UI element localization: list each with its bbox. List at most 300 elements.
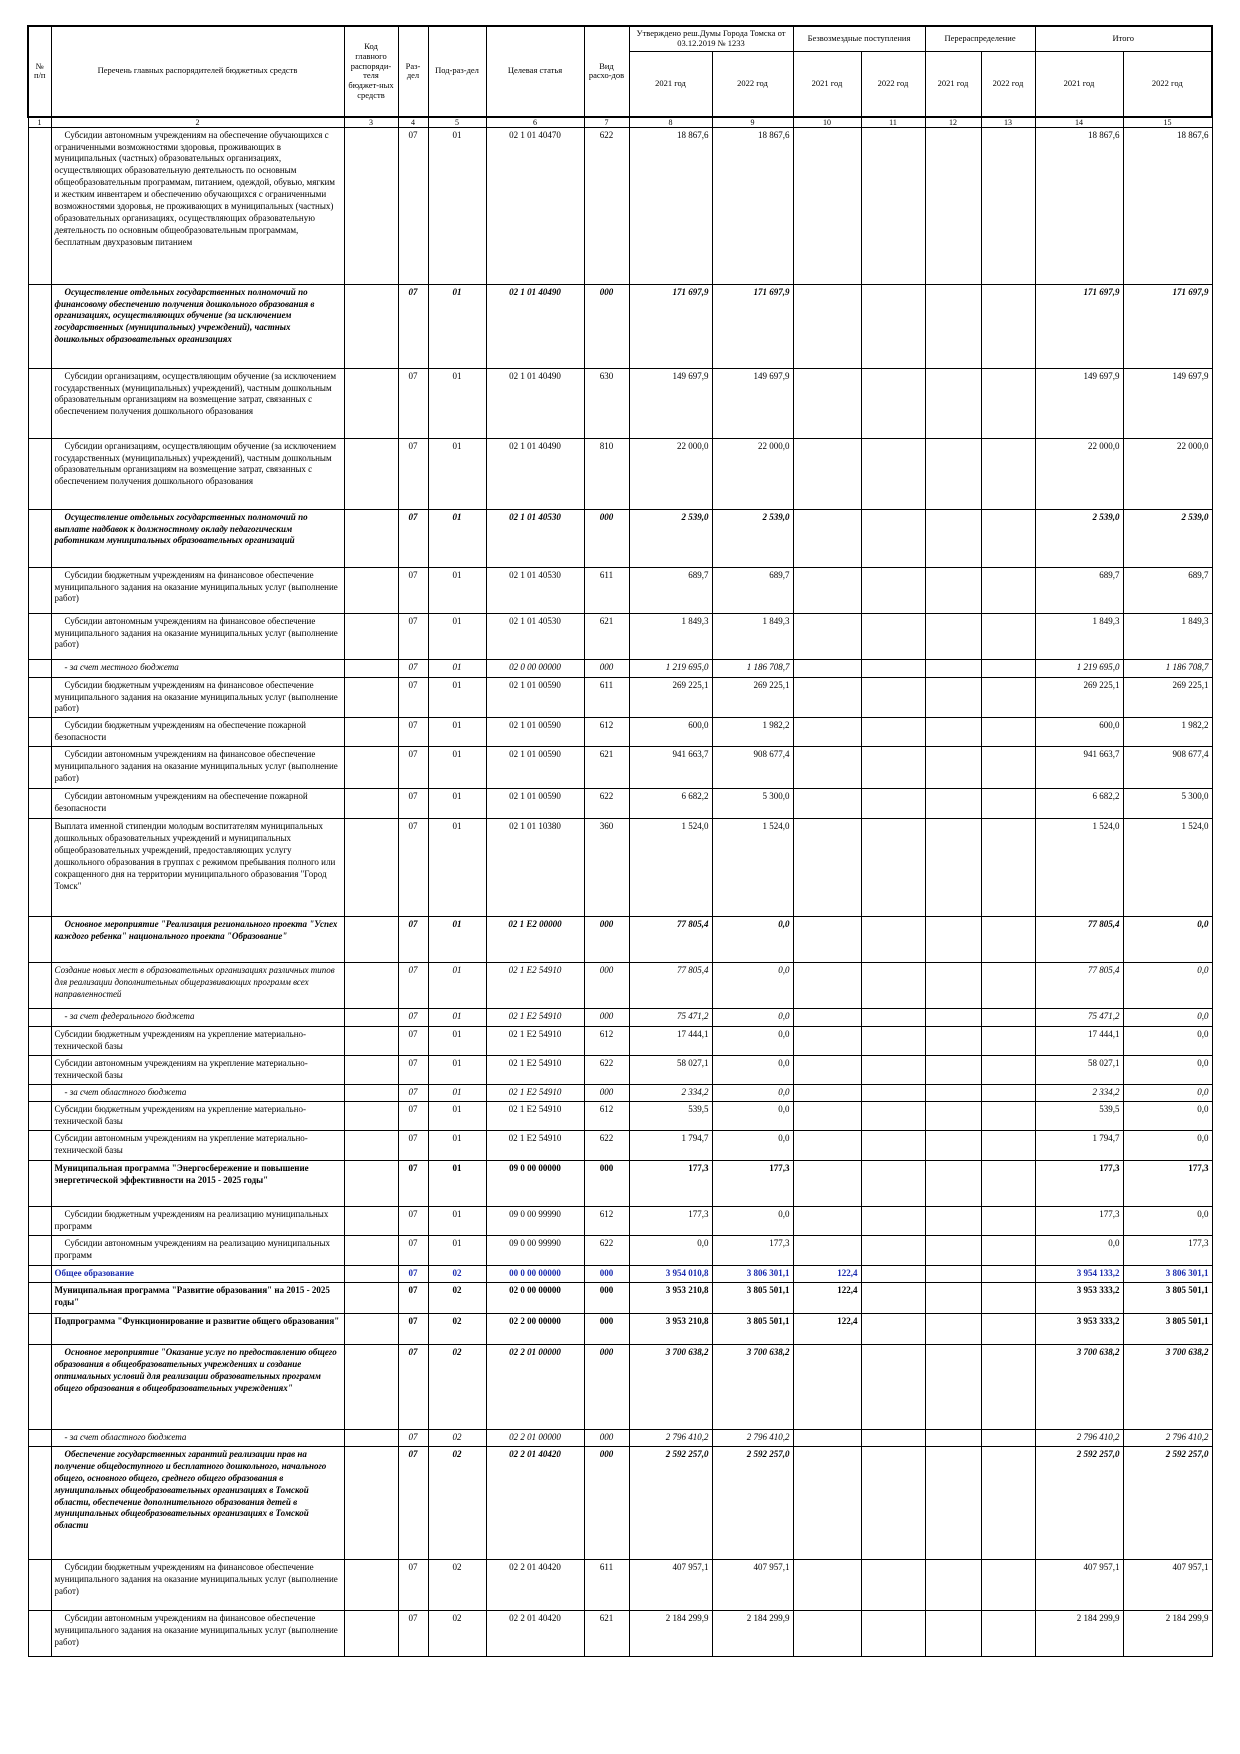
cell-no [28,1283,51,1314]
cell-code [344,1283,398,1314]
cell-t2021: 2 539,0 [1035,509,1123,567]
cell-target: 00 0 00 00000 [486,1266,584,1283]
cell-g2021 [793,1236,861,1266]
cell-code [344,613,398,659]
cell-g2022 [861,819,925,917]
cell-g2022 [861,284,925,368]
cell-t2021: 1 794,7 [1035,1131,1123,1161]
cell-no [28,1161,51,1207]
column-numbers-row [28,117,1212,128]
cell-g2021 [793,1447,861,1560]
cell-g2021 [793,1085,861,1102]
cell-a2022: 1 849,3 [712,613,793,659]
column-number: 4 [398,117,428,128]
cell-target: 02 1 01 00590 [486,789,584,819]
header-name: Перечень главных распорядителей бюджетных средств [51,26,344,117]
cell-r2022 [981,789,1035,819]
cell-t2021: 600,0 [1035,718,1123,747]
table-row [28,659,1212,677]
cell-name: Муниципальная программа "Развитие образования" на 2015 - 2025 годы" [51,1283,344,1314]
cell-no [28,284,51,368]
column-number: 14 [1035,117,1123,128]
cell-a2021: 2 184 299,9 [629,1611,712,1657]
header-year: 2022 год [861,51,925,117]
cell-t2022: 0,0 [1123,1131,1212,1161]
cell-a2022: 2 592 257,0 [712,1447,793,1560]
cell-vid: 611 [584,567,629,613]
cell-g2021 [793,1611,861,1657]
cell-a2022: 0,0 [712,1131,793,1161]
cell-name: Субсидии автономным учреждениям на финансовое обеспечение муниципального задания на оказание муниципальных услуг (выполнение работ) [51,747,344,789]
cell-vid: 000 [584,1085,629,1102]
cell-no [28,509,51,567]
cell-name: Общее образование [51,1266,344,1283]
cell-razdel: 07 [398,1611,428,1657]
cell-t2022: 0,0 [1123,963,1212,1009]
cell-target: 02 1 E2 54910 [486,1085,584,1102]
table-row [28,1131,1212,1161]
cell-t2022: 689,7 [1123,567,1212,613]
header-year: 2021 год [629,51,712,117]
column-number: 1 [28,117,51,128]
cell-code [344,1266,398,1283]
cell-no [28,718,51,747]
cell-target: 02 1 01 40490 [486,284,584,368]
cell-name: Субсидии бюджетным учреждениям на финансовое обеспечение муниципального задания на оказание муниципальных услуг (выполнение работ) [51,567,344,613]
cell-code [344,567,398,613]
cell-vid: 611 [584,1560,629,1611]
cell-podrazdel: 01 [428,659,486,677]
header-expense-type: Вид расхо-дов [584,26,629,117]
cell-no [28,1430,51,1447]
cell-code [344,1236,398,1266]
cell-t2022: 2 184 299,9 [1123,1611,1212,1657]
header-year: 2021 год [793,51,861,117]
column-number: 10 [793,117,861,128]
cell-a2021: 2 592 257,0 [629,1447,712,1560]
cell-t2022: 2 592 257,0 [1123,1447,1212,1560]
cell-r2021 [925,1056,981,1085]
cell-t2022: 18 867,6 [1123,127,1212,284]
cell-r2021 [925,1085,981,1102]
cell-podrazdel: 01 [428,1131,486,1161]
table-row [28,1161,1212,1207]
cell-r2021 [925,368,981,438]
cell-podrazdel: 01 [428,1207,486,1236]
cell-t2021: 171 697,9 [1035,284,1123,368]
cell-t2022: 0,0 [1123,1102,1212,1131]
header-manager-code: Код главного распоряди-теля бюджет-ных средств [344,26,398,117]
cell-g2022 [861,1283,925,1314]
cell-name: - за счет областного бюджета [51,1085,344,1102]
cell-g2021 [793,718,861,747]
cell-podrazdel: 01 [428,1102,486,1131]
cell-vid: 000 [584,1345,629,1430]
cell-target: 02 1 01 40490 [486,368,584,438]
cell-target: 02 1 01 40470 [486,127,584,284]
cell-podrazdel: 02 [428,1447,486,1560]
cell-a2022: 5 300,0 [712,789,793,819]
cell-vid: 000 [584,1430,629,1447]
cell-t2022: 3 806 301,1 [1123,1266,1212,1283]
cell-t2022: 1 186 708,7 [1123,659,1212,677]
cell-a2021: 75 471,2 [629,1009,712,1027]
cell-a2022: 18 867,6 [712,127,793,284]
cell-g2022 [861,1056,925,1085]
cell-target: 02 1 E2 54910 [486,1102,584,1131]
cell-t2022: 177,3 [1123,1161,1212,1207]
cell-code [344,659,398,677]
cell-vid: 360 [584,819,629,917]
cell-a2022: 0,0 [712,1085,793,1102]
cell-a2021: 539,5 [629,1102,712,1131]
cell-code [344,1207,398,1236]
cell-podrazdel: 01 [428,789,486,819]
cell-name: Субсидии организациям, осуществляющим обучение (за исключением государственных (муниципальных) учреждений), частным дошкольным образовательным организациям на возмещение затрат, связанных с обеспечением получения дошкольного образования [51,438,344,509]
cell-g2022 [861,747,925,789]
cell-razdel: 07 [398,1236,428,1266]
cell-target: 02 1 01 40530 [486,567,584,613]
cell-t2021: 3 954 133,2 [1035,1266,1123,1283]
cell-razdel: 07 [398,127,428,284]
cell-g2022 [861,1314,925,1345]
cell-t2021: 1 219 695,0 [1035,659,1123,677]
table-row [28,1560,1212,1611]
cell-t2021: 3 953 333,2 [1035,1283,1123,1314]
cell-no [28,438,51,509]
column-number: 11 [861,117,925,128]
cell-r2021 [925,677,981,718]
cell-t2022: 908 677,4 [1123,747,1212,789]
cell-g2021: 122,4 [793,1266,861,1283]
cell-r2022 [981,1131,1035,1161]
cell-no [28,963,51,1009]
cell-r2022 [981,1027,1035,1056]
cell-r2021 [925,284,981,368]
cell-vid: 000 [584,1266,629,1283]
cell-t2022: 3 700 638,2 [1123,1345,1212,1430]
cell-r2021 [925,1430,981,1447]
cell-target: 02 1 01 00590 [486,677,584,718]
cell-r2021 [925,1447,981,1560]
cell-name: Основное мероприятие "Оказание услуг по предоставлению общего образования в общеобразовательных учреждениях и создание оптимальных условий для реализации образовательных программ общего образования в общеобразовательных учреждениях" [51,1345,344,1430]
cell-target: 02 2 01 40420 [486,1611,584,1657]
cell-name: Выплата именной стипендии молодым воспитателям муниципальных дошкольных образовательных учреждений и муниципальных общеобразовательных учреждений, предоставляющих услугу дошкольного образования в группах с режимом пребывания полного или сокращенного дня на территории муниципального образования "Город Томск" [51,819,344,917]
cell-t2022: 149 697,9 [1123,368,1212,438]
cell-name: Создание новых мест в образовательных организациях различных типов для реализации дополнительных общеразвивающих программ всех направленностей [51,963,344,1009]
cell-r2022 [981,1314,1035,1345]
cell-g2022 [861,368,925,438]
cell-target: 02 2 01 00000 [486,1345,584,1430]
cell-a2022: 171 697,9 [712,284,793,368]
cell-a2022: 3 805 501,1 [712,1314,793,1345]
cell-a2022: 2 539,0 [712,509,793,567]
cell-a2021: 22 000,0 [629,438,712,509]
cell-a2021: 3 953 210,8 [629,1314,712,1345]
cell-r2022 [981,1009,1035,1027]
cell-g2021: 122,4 [793,1314,861,1345]
cell-a2022: 3 700 638,2 [712,1345,793,1430]
cell-a2021: 149 697,9 [629,368,712,438]
cell-g2021 [793,1102,861,1131]
cell-r2022 [981,1447,1035,1560]
column-number: 15 [1123,117,1212,128]
cell-r2022 [981,1207,1035,1236]
cell-no [28,1266,51,1283]
cell-t2021: 2 334,2 [1035,1085,1123,1102]
cell-no [28,613,51,659]
cell-g2022 [861,1085,925,1102]
cell-t2021: 18 867,6 [1035,127,1123,284]
table-row [28,1056,1212,1085]
cell-target: 02 2 01 40420 [486,1447,584,1560]
cell-a2021: 1 219 695,0 [629,659,712,677]
cell-r2022 [981,438,1035,509]
cell-vid: 622 [584,1131,629,1161]
table-row [28,789,1212,819]
cell-podrazdel: 01 [428,1085,486,1102]
cell-r2021 [925,1283,981,1314]
cell-r2021 [925,613,981,659]
cell-g2022 [861,1131,925,1161]
cell-a2022: 1 524,0 [712,819,793,917]
table-row [28,917,1212,963]
cell-code [344,1161,398,1207]
table-row [28,368,1212,438]
cell-vid: 612 [584,718,629,747]
cell-podrazdel: 01 [428,1027,486,1056]
cell-r2021 [925,567,981,613]
cell-a2022: 0,0 [712,1102,793,1131]
cell-r2021 [925,718,981,747]
cell-g2021 [793,1027,861,1056]
cell-name: Осуществление отдельных государственных полномочий по финансовому обеспечению получения дошкольного образования в организациях, осуществляющих обучение (за исключением государственных (муниципальных) учреждений), частных дошкольных образовательных организациях [51,284,344,368]
cell-g2022 [861,1560,925,1611]
cell-no [28,1447,51,1560]
cell-vid: 611 [584,677,629,718]
cell-r2022 [981,1560,1035,1611]
cell-a2022: 0,0 [712,917,793,963]
cell-a2022: 177,3 [712,1236,793,1266]
cell-target: 02 0 00 00000 [486,1283,584,1314]
cell-no [28,1236,51,1266]
cell-name: Субсидии автономным учреждениям на укрепление материально-технической базы [51,1056,344,1085]
cell-vid: 621 [584,747,629,789]
cell-no [28,1131,51,1161]
column-number: 13 [981,117,1035,128]
cell-r2021 [925,1560,981,1611]
cell-r2021 [925,1236,981,1266]
cell-razdel: 07 [398,1314,428,1345]
cell-a2022: 908 677,4 [712,747,793,789]
cell-t2022: 171 697,9 [1123,284,1212,368]
cell-target: 09 0 00 99990 [486,1207,584,1236]
cell-podrazdel: 01 [428,567,486,613]
cell-podrazdel: 01 [428,963,486,1009]
cell-a2022: 0,0 [712,1009,793,1027]
cell-a2021: 77 805,4 [629,963,712,1009]
cell-g2022 [861,509,925,567]
cell-r2022 [981,1161,1035,1207]
cell-a2022: 1 186 708,7 [712,659,793,677]
cell-t2021: 1 524,0 [1035,819,1123,917]
cell-t2022: 0,0 [1123,1085,1212,1102]
cell-a2022: 407 957,1 [712,1560,793,1611]
cell-razdel: 07 [398,1102,428,1131]
cell-a2021: 3 953 210,8 [629,1283,712,1314]
header-year: 2021 год [1035,51,1123,117]
cell-t2021: 1 849,3 [1035,613,1123,659]
table-row [28,1027,1212,1056]
cell-g2022 [861,677,925,718]
cell-podrazdel: 01 [428,438,486,509]
cell-t2022: 407 957,1 [1123,1560,1212,1611]
table-row [28,127,1212,284]
cell-a2021: 689,7 [629,567,712,613]
cell-vid: 612 [584,1207,629,1236]
cell-razdel: 07 [398,1266,428,1283]
cell-razdel: 07 [398,789,428,819]
cell-vid: 000 [584,917,629,963]
cell-code [344,1056,398,1085]
cell-g2021 [793,659,861,677]
cell-a2022: 2 184 299,9 [712,1611,793,1657]
cell-razdel: 07 [398,1560,428,1611]
cell-vid: 612 [584,1027,629,1056]
cell-t2022: 22 000,0 [1123,438,1212,509]
cell-no [28,819,51,917]
column-number: 2 [51,117,344,128]
cell-r2022 [981,1056,1035,1085]
cell-g2022 [861,1027,925,1056]
table-row [28,567,1212,613]
cell-code [344,1611,398,1657]
cell-r2021 [925,1009,981,1027]
cell-code [344,368,398,438]
cell-no [28,1611,51,1657]
cell-code [344,1430,398,1447]
cell-podrazdel: 01 [428,127,486,284]
cell-t2021: 22 000,0 [1035,438,1123,509]
cell-g2022 [861,1207,925,1236]
cell-vid: 000 [584,1283,629,1314]
cell-target: 02 1 E2 54910 [486,1131,584,1161]
cell-a2021: 77 805,4 [629,917,712,963]
column-number: 5 [428,117,486,128]
cell-t2021: 0,0 [1035,1236,1123,1266]
cell-t2022: 0,0 [1123,917,1212,963]
cell-a2021: 600,0 [629,718,712,747]
cell-vid: 000 [584,1009,629,1027]
cell-no [28,1207,51,1236]
header-row [28,26,1212,51]
cell-code [344,747,398,789]
cell-g2022 [861,1102,925,1131]
cell-a2021: 1 524,0 [629,819,712,917]
cell-g2021 [793,567,861,613]
cell-g2022 [861,1161,925,1207]
cell-podrazdel: 02 [428,1345,486,1430]
cell-r2022 [981,567,1035,613]
cell-g2021 [793,127,861,284]
cell-t2021: 149 697,9 [1035,368,1123,438]
cell-r2022 [981,747,1035,789]
cell-no [28,1314,51,1345]
cell-t2022: 1 982,2 [1123,718,1212,747]
cell-g2021 [793,1207,861,1236]
cell-r2021 [925,819,981,917]
header-subsection: Под-раз-дел [428,26,486,117]
cell-t2021: 77 805,4 [1035,917,1123,963]
cell-a2021: 941 663,7 [629,747,712,789]
cell-t2022: 177,3 [1123,1236,1212,1266]
table-body [28,127,1212,1656]
cell-a2022: 0,0 [712,1056,793,1085]
cell-vid: 810 [584,438,629,509]
cell-vid: 000 [584,284,629,368]
cell-vid: 621 [584,613,629,659]
cell-t2022: 1 849,3 [1123,613,1212,659]
cell-razdel: 07 [398,368,428,438]
cell-r2022 [981,963,1035,1009]
header-redistribution: Перераспределение [925,26,1035,51]
cell-code [344,677,398,718]
cell-target: 09 0 00 99990 [486,1236,584,1266]
cell-a2022: 1 982,2 [712,718,793,747]
cell-code [344,1102,398,1131]
cell-t2021: 2 184 299,9 [1035,1611,1123,1657]
cell-podrazdel: 01 [428,677,486,718]
cell-name: Субсидии бюджетным учреждениям на реализацию муниципальных программ [51,1207,344,1236]
budget-table [27,25,1213,1657]
cell-t2021: 75 471,2 [1035,1009,1123,1027]
cell-no [28,1056,51,1085]
cell-razdel: 07 [398,747,428,789]
cell-no [28,747,51,789]
cell-a2022: 689,7 [712,567,793,613]
cell-name: Субсидии бюджетным учреждениям на укрепление материально-технической базы [51,1027,344,1056]
header-number: № п/п [28,26,51,117]
cell-podrazdel: 02 [428,1266,486,1283]
cell-razdel: 07 [398,1283,428,1314]
cell-g2022 [861,1430,925,1447]
cell-podrazdel: 01 [428,1161,486,1207]
cell-no [28,1345,51,1430]
cell-r2022 [981,659,1035,677]
cell-vid: 612 [584,1102,629,1131]
cell-vid: 622 [584,1056,629,1085]
cell-t2021: 941 663,7 [1035,747,1123,789]
column-number: 9 [712,117,793,128]
cell-t2022: 1 524,0 [1123,819,1212,917]
cell-code [344,1314,398,1345]
cell-g2022 [861,1266,925,1283]
cell-a2021: 3 700 638,2 [629,1345,712,1430]
cell-name: Субсидии бюджетным учреждениям на обеспечение пожарной безопасности [51,718,344,747]
cell-g2022 [861,718,925,747]
cell-razdel: 07 [398,509,428,567]
cell-r2022 [981,127,1035,284]
cell-razdel: 07 [398,819,428,917]
cell-target: 02 1 E2 54910 [486,1056,584,1085]
header-year: 2022 год [1123,51,1212,117]
table-row [28,1266,1212,1283]
cell-g2021 [793,1430,861,1447]
cell-t2021: 407 957,1 [1035,1560,1123,1611]
cell-razdel: 07 [398,659,428,677]
cell-t2021: 6 682,2 [1035,789,1123,819]
table-row [28,438,1212,509]
